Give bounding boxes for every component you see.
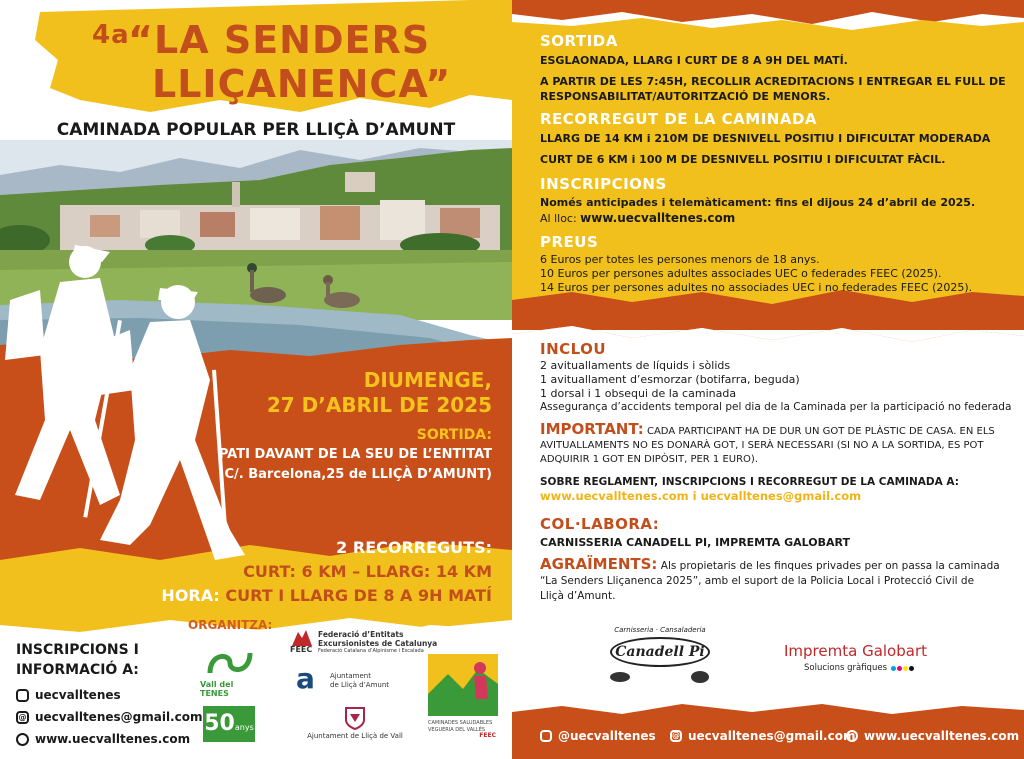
ajuntament-vall-shield-icon (344, 706, 366, 730)
caminades-line2: VEGUERIA DEL VALLÈS (428, 727, 486, 733)
footer-email[interactable] (670, 729, 855, 743)
ajuntament-vall-name: Ajuntament de Lliçà de Vall (307, 732, 403, 740)
sortida-label: SORTIDA: (416, 427, 492, 443)
inscripcions-title: INSCRIPCIONS (540, 175, 667, 193)
feec-logo (290, 628, 438, 658)
email-icon: @ (16, 711, 29, 724)
impremta-name: Impremta Galobart (784, 642, 927, 660)
instagram-handle: uecvalltenes (35, 688, 121, 702)
globe-icon (16, 733, 29, 746)
ajuntament-amunt-icon: a (296, 662, 315, 695)
hora-label: HORA: (161, 586, 220, 605)
fifty-years-text: anys (234, 723, 254, 732)
inscripcions-text2 (540, 212, 1010, 226)
inscripcions-al-lloc: Al lloc: (540, 212, 581, 225)
footer-instagram-handle: @uecvalltenes (558, 729, 656, 743)
event-title-line2: LLIÇANENCA” (152, 62, 452, 106)
agraiments-block (540, 557, 1000, 604)
farm-animals-icon (600, 667, 720, 685)
contact-email[interactable] (16, 710, 202, 724)
event-date-line2: 27 D’ABRIL DE 2025 (266, 393, 492, 417)
reglament-links[interactable]: www.uecvalltenes.com i uecvalltenes@gmail.com (540, 489, 862, 503)
important-text: CADA PARTICIPANT HA DE DUR UN GOT DE PLÀSTIC DE CASA. EN ELS AVITUALLAMENTS NO ES DONARÀ GOT, I SERÀ NECESSARI (SI NO A LA SORTIDA, ES POT ADQUIRIR 1 GOT EN DIPÒSIT, PER 1 EURO). (540, 426, 995, 465)
feec-short: FEEC (290, 645, 313, 654)
ajuntament-llica-vall-logo (300, 706, 410, 746)
fifty-years-logo (203, 706, 255, 742)
instagram-icon (16, 689, 29, 702)
vall-tenes-logo-text: Vall del TENES (200, 680, 234, 698)
edition-number: 4a (92, 20, 130, 50)
footer-contact-bar (512, 716, 1024, 759)
footer-instagram[interactable] (540, 729, 656, 743)
ajuntament-amunt-line1: Ajuntament (330, 672, 371, 680)
sortida-place-line1: PATI DAVANT DE LA SEU DE L’ENTITAT (218, 447, 492, 462)
impremta-sub (804, 663, 944, 673)
recorreguts-value: CURT: 6 KM – LLARG: 14 KM (243, 562, 492, 581)
email-address: uecvalltenes@gmail.com (35, 710, 203, 724)
inclou-item-3: Assegurança d’accidents temporal pel dia de la Caminada per la participació no federada (540, 401, 1012, 413)
inclou-title: INCLOU (540, 340, 607, 358)
canadell-pi-name: Canadell Pi (610, 637, 710, 667)
preus-item-2: 14 Euros per persones adultes no associades UEC i no federades FEEC (2025). (540, 281, 973, 294)
important-title: IMPORTANT: (540, 420, 644, 438)
impremta-galobart-logo (784, 642, 944, 673)
sortida-title: SORTIDA (540, 32, 618, 50)
inclou-item-0: 2 avituallaments de líquids i sòlids (540, 359, 731, 372)
poster-back (512, 0, 1024, 759)
info-heading-line2: INFORMACIÓ A: (16, 662, 139, 678)
event-title-line1: “LA SENDERS (128, 18, 431, 62)
globe-icon (846, 730, 858, 742)
feec-logo-icon (290, 628, 314, 646)
agraiments-title: AGRAÏMENTS: (540, 555, 658, 573)
preus-item-0: 6 Euros per totes les persones menors de 18 anys. (540, 253, 820, 266)
caminades-feec: FEEC (479, 732, 496, 739)
feec-name-line2: Excursionistes de Catalunya (318, 639, 438, 648)
recorregut-text2: CURT DE 6 KM i 100 M DE DESNIVELL POSITIU I DIFICULTAT FÀCIL. (540, 153, 946, 166)
contact-instagram[interactable] (16, 688, 121, 702)
inscripcions-text1: Només anticipades i telemàticament: fins el dijous 24 d’abril de 2025. (540, 196, 976, 209)
recorregut-title: RECORREGUT DE LA CAMINADA (540, 110, 818, 128)
feec-name-line1: Federació d’Entitats (318, 630, 404, 639)
canadell-pi-logo (600, 626, 720, 684)
footer-email-address: uecvalltenes@gmail.com (688, 729, 856, 743)
collabora-title: COL·LABORA: (540, 515, 660, 533)
inscripcions-web-link[interactable]: www.uecvalltenes.com (580, 211, 736, 225)
footer-web-address: www.uecvalltenes.com (864, 729, 1020, 743)
organitza-label: ORGANITZA: (188, 618, 273, 632)
contact-web[interactable] (16, 732, 190, 746)
caminades-line1: CAMINADES SALUDABLES (428, 720, 493, 726)
inclou-item-2: 1 dorsal i 1 obsequi de la caminada (540, 387, 737, 400)
preus-title: PREUS (540, 233, 599, 251)
cmyk-dots-icon (891, 666, 914, 671)
fifty-years-number: 50 (204, 711, 235, 736)
instagram-icon (540, 730, 552, 742)
reglament-text: SOBRE REGLAMENT, INSCRIPCIONS I RECORREGUT DE LA CAMINADA A: (540, 476, 959, 488)
sortida-place-line2: C/. Barcelona,25 de LLIÇÀ D’AMUNT) (224, 467, 492, 482)
caminades-saludables-icon (428, 654, 498, 716)
impremta-sub-text: Solucions gràfiques (804, 663, 887, 673)
ajuntament-llica-amunt-logo (296, 664, 396, 700)
event-date-line1: DIUMENGE, (363, 368, 492, 392)
sortida-text1: ESGLAONADA, LLARG I CURT DE 8 A 9H DEL MATÍ. (540, 54, 848, 67)
hora-line (161, 586, 492, 605)
recorregut-text1: LLARG DE 14 KM i 210M DE DESNIVELL POSITIU I DIFICULTAT MODERADA (540, 132, 991, 145)
agraiments-text: Als propietaris de les finques privades per on passa la caminada “La Senders Lliçanenca 2025”, amb el suport de la Policia Local i Protecció Civil de Lliçà d’Amunt. (540, 560, 1000, 602)
inclou-item-1: 1 avituallament d’esmorzar (botifarra, beguda) (540, 373, 800, 386)
vall-tenes-logo-icon (200, 648, 260, 678)
event-subtitle: CAMINADA POPULAR PER LLIÇÀ D’AMUNT (56, 120, 456, 140)
important-block (540, 422, 1010, 467)
web-address: www.uecvalltenes.com (35, 732, 191, 746)
sortida-text2: A PARTIR DE LES 7:45H, RECOLLIR ACREDITACIONS I ENTREGAR EL FULL DE RESPONSABILITAT/AUTORITZACIÓ DE MENORS. (540, 75, 1006, 103)
feec-name-line3: Federació Catalana d’Alpinisme i Escalada (318, 648, 424, 654)
email-icon: @ (672, 731, 680, 740)
preus-item-1: 10 Euros per persones adultes associades UEC o federades FEEC (2025). (540, 267, 942, 280)
recorreguts-label: 2 RECORREGUTS: (336, 538, 492, 557)
canadell-pi-top: Carnisseria · Cansaladeria (614, 626, 706, 634)
caminades-saludables-logo (428, 654, 498, 744)
ajuntament-amunt-line2: de Lliçà d’Amunt (330, 681, 390, 689)
footer-web[interactable] (846, 729, 1019, 743)
info-heading-line1: INSCRIPCIONS I (16, 642, 139, 658)
hora-value: CURT I LLARG DE 8 A 9H MATÍ (225, 586, 492, 605)
collabora-text: CARNISSERIA CANADELL PI, IMPREMTA GALOBART (540, 536, 850, 549)
vall-tenes-logo (200, 648, 260, 698)
